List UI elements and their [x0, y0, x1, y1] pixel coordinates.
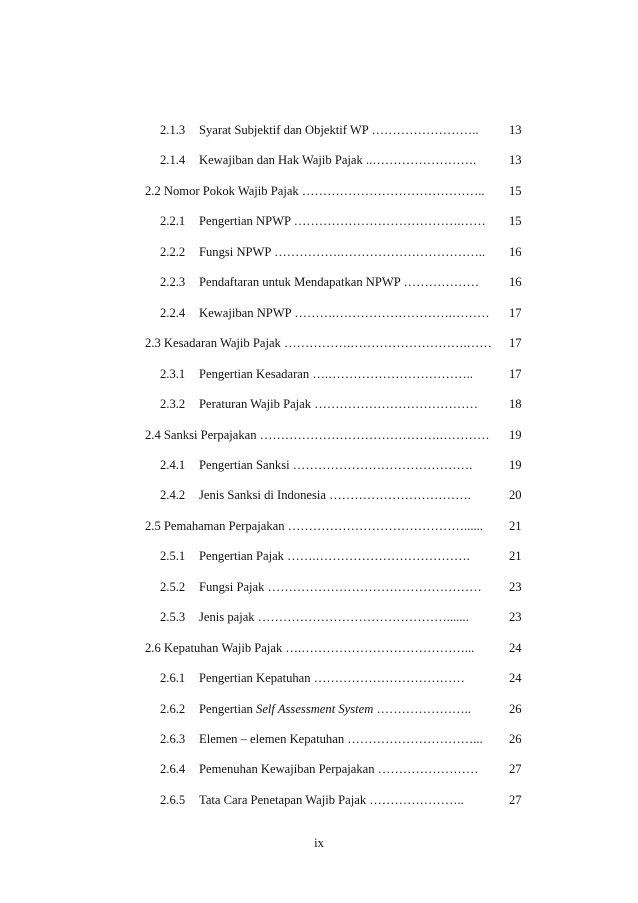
- toc-entry: [0, 365, 638, 383]
- toc-entry-leader: …………….……………………….……: [284, 336, 492, 351]
- toc-entry-leader: …………………………………….…………: [259, 427, 490, 442]
- toc-entry-page: 19: [509, 427, 522, 442]
- toc-entry-page: 16: [509, 275, 522, 290]
- toc-entry-page: 23: [509, 579, 522, 594]
- toc-entry-title-text: Jenis Sanksi di Indonesia: [199, 488, 326, 503]
- toc-entry-title-text: Kewajiban dan Hak Wajib Pajak: [199, 153, 363, 168]
- toc-entry: [0, 639, 638, 657]
- toc-entry-title-text: Peraturan Wajib Pajak: [199, 397, 312, 412]
- toc-entry-title-text: Jenis pajak: [199, 610, 255, 625]
- toc-entry-title-text: Syarat Subjektif dan Objektif WP: [199, 123, 369, 137]
- toc-entry-page: 17: [509, 336, 522, 351]
- toc-entry-leader: ……….……………………….………: [294, 305, 490, 320]
- toc-entry-leader: ………………………………: [313, 671, 465, 686]
- toc-entry-leader: …….……………………………….: [287, 549, 470, 564]
- toc-entry-page: 15: [509, 214, 522, 229]
- toc-entry-page: 15: [509, 183, 522, 198]
- toc-entry-page: 24: [509, 671, 522, 686]
- toc-entry: [0, 151, 638, 169]
- toc-entry: [0, 760, 638, 778]
- toc-entry: [0, 730, 638, 748]
- toc-entry-title: [199, 730, 483, 748]
- toc-entry-title: [199, 760, 478, 778]
- toc-entry-title: [199, 212, 486, 230]
- toc-entry-leader: ……………………………………......: [287, 518, 483, 533]
- toc-entry-page: 21: [509, 549, 522, 564]
- toc-entry-leader: ….…………………………………...: [285, 640, 475, 655]
- toc-entry-number: 2.5.1: [160, 549, 186, 564]
- toc-entry-title-text: Pengertian Kesadaran: [199, 366, 310, 381]
- toc-entry-leader: ……………………: [377, 762, 479, 777]
- toc-entry-title: [199, 578, 482, 596]
- toc-entry: [0, 791, 638, 809]
- toc-entry-leader: ……………………..: [371, 123, 479, 137]
- toc-entry-title-text: Pendaftaran untuk Mendapatkan NPWP: [199, 275, 401, 290]
- toc-entry-number: 2.2.2: [160, 244, 186, 259]
- toc-entry-title-text: Tata Cara Penetapan Wajib Pajak: [199, 792, 367, 807]
- toc-entry: [0, 395, 638, 413]
- toc-entry-title: [199, 304, 490, 322]
- toc-entry-title: [199, 151, 476, 169]
- toc-entry-page: 23: [509, 610, 522, 625]
- toc-entry-title: [199, 700, 471, 718]
- toc-entry-page: 24: [509, 640, 522, 655]
- toc-entry-page: 17: [509, 305, 522, 320]
- toc-entry-title: [199, 365, 473, 383]
- toc-entry-title: [145, 517, 483, 535]
- toc-entry-page: 17: [509, 366, 522, 381]
- toc-entry-page: 27: [509, 762, 522, 777]
- toc-entry-page: 19: [509, 457, 522, 472]
- toc-entry-leader: ………………: [403, 275, 480, 290]
- toc-entry: [0, 608, 638, 626]
- toc-entry-leader: ………………………………….……: [293, 214, 486, 229]
- toc-entry-number: 2.4.1: [160, 457, 186, 472]
- toc-entry-title-text: Kewajiban NPWP: [199, 305, 292, 320]
- toc-entry: [0, 456, 638, 474]
- toc-entry: [0, 121, 638, 139]
- toc-entry-page: 26: [509, 701, 522, 716]
- toc-entry-number: 2.6.5: [160, 792, 186, 807]
- toc-entry: [0, 304, 638, 322]
- toc-entry-title: [199, 547, 470, 565]
- toc-entry-title-text: Pengertian Pajak: [199, 549, 284, 564]
- toc-entry-title: [199, 608, 469, 626]
- toc-entry-leader: …………………..: [376, 701, 471, 716]
- toc-entry-number: 2.5.2: [160, 579, 186, 594]
- toc-entry: [0, 212, 638, 230]
- toc-entry: [0, 426, 638, 444]
- toc-entry-title-text: 2.6 Kepatuhan Wajib Pajak: [145, 640, 283, 655]
- toc-entry-leader: ……………………………………….......: [257, 610, 469, 625]
- toc-entry-number: 2.2.4: [160, 305, 186, 320]
- toc-entry-title: [199, 456, 472, 474]
- toc-entry-title: [199, 395, 478, 413]
- toc-entry-page: 13: [509, 123, 522, 137]
- toc-entry-number: 2.5.3: [160, 610, 186, 625]
- toc-entry-title-text: Fungsi NPWP: [199, 244, 271, 259]
- toc-entry: [0, 517, 638, 535]
- toc-entry-page: 27: [509, 792, 522, 807]
- toc-entry: [0, 273, 638, 291]
- toc-entry-title: [145, 426, 490, 444]
- toc-entry-number: 2.1.3: [160, 123, 186, 137]
- toc-entry-leader: …………………………….: [329, 488, 471, 503]
- toc-entry-number: 2.1.4: [160, 153, 186, 168]
- toc-entry-leader: ……………………………………..: [301, 183, 485, 198]
- toc-entry-title-text: 2.4 Sanksi Perpajakan: [145, 427, 257, 442]
- toc-entry: [0, 182, 638, 200]
- toc-entry: [0, 578, 638, 596]
- toc-entry-page: 16: [509, 244, 522, 259]
- toc-entry-title: [199, 669, 465, 687]
- toc-entry: [0, 700, 638, 718]
- toc-entry-number: 2.4.2: [160, 488, 186, 503]
- toc-entry: [0, 486, 638, 504]
- toc-entry-title-text: Pengertian: [199, 701, 257, 716]
- toc-entry: [0, 243, 638, 261]
- toc-entry-number: 2.6.3: [160, 732, 186, 746]
- toc-entry-title: [199, 273, 479, 291]
- toc-entry-page: 13: [509, 153, 522, 168]
- toc-entry-number: 2.3.1: [160, 366, 186, 381]
- toc-entry-leader: …………………………………: [314, 397, 478, 412]
- toc-entry-number: 2.6.2: [160, 701, 186, 716]
- toc-entry-title: [199, 791, 464, 809]
- toc-entry-number: 2.3.2: [160, 397, 186, 412]
- toc-entry-title-text: Pengertian NPWP: [199, 214, 291, 229]
- toc-entry-leader: …………………………………….: [292, 457, 473, 472]
- toc-entry-number: 2.2.1: [160, 214, 186, 229]
- toc-entry-title-italic: Self Assessment System: [256, 701, 374, 716]
- toc-entry-page: 18: [509, 397, 522, 412]
- toc-entry-title-text: 2.5 Pemahaman Perpajakan: [145, 518, 285, 533]
- toc-entry-title-text: Pengertian Sanksi: [199, 457, 290, 472]
- toc-entry-title: [145, 334, 492, 352]
- toc-entry-number: 2.2.3: [160, 275, 186, 290]
- toc-entry-leader: …………………………...: [347, 732, 483, 746]
- toc-entry-title-text: Fungsi Pajak: [199, 579, 265, 594]
- toc-entry-leader: …………………..: [369, 792, 464, 807]
- toc-entry-page: 21: [509, 518, 522, 533]
- toc-entry-title: [199, 121, 479, 139]
- page-number: ix: [314, 836, 324, 850]
- toc-entry: [0, 334, 638, 352]
- toc-entry-number: 2.6.4: [160, 762, 186, 777]
- toc-entry-leader: ……………………………………………: [267, 579, 482, 594]
- toc-entry-title-text: 2.2 Nomor Pokok Wajib Pajak: [145, 183, 299, 198]
- toc-entry: [0, 669, 638, 687]
- toc-entry-title: [145, 182, 485, 200]
- toc-entry-page: 26: [509, 732, 522, 746]
- toc-entry-leader: ..…………………….: [365, 153, 477, 168]
- toc-entry-leader: ….……………………………..: [312, 366, 473, 381]
- toc-entry-title: [199, 243, 485, 261]
- toc-entry-leader: …………….……………………………..: [274, 244, 486, 259]
- toc-entry: [0, 547, 638, 565]
- toc-entry-page: 20: [509, 488, 522, 503]
- toc-entry-title: [199, 486, 471, 504]
- toc-entry-title-text: 2.3 Kesadaran Wajib Pajak: [145, 336, 281, 351]
- toc-entry-title-text: Pengertian Kepatuhan: [199, 671, 311, 686]
- toc-entry-title-text: Pemenuhan Kewajiban Perpajakan: [199, 762, 375, 777]
- toc-entry-title: [145, 639, 474, 657]
- toc-entry-title-text: Elemen – elemen Kepatuhan: [199, 732, 345, 746]
- toc-entry-number: 2.6.1: [160, 671, 186, 686]
